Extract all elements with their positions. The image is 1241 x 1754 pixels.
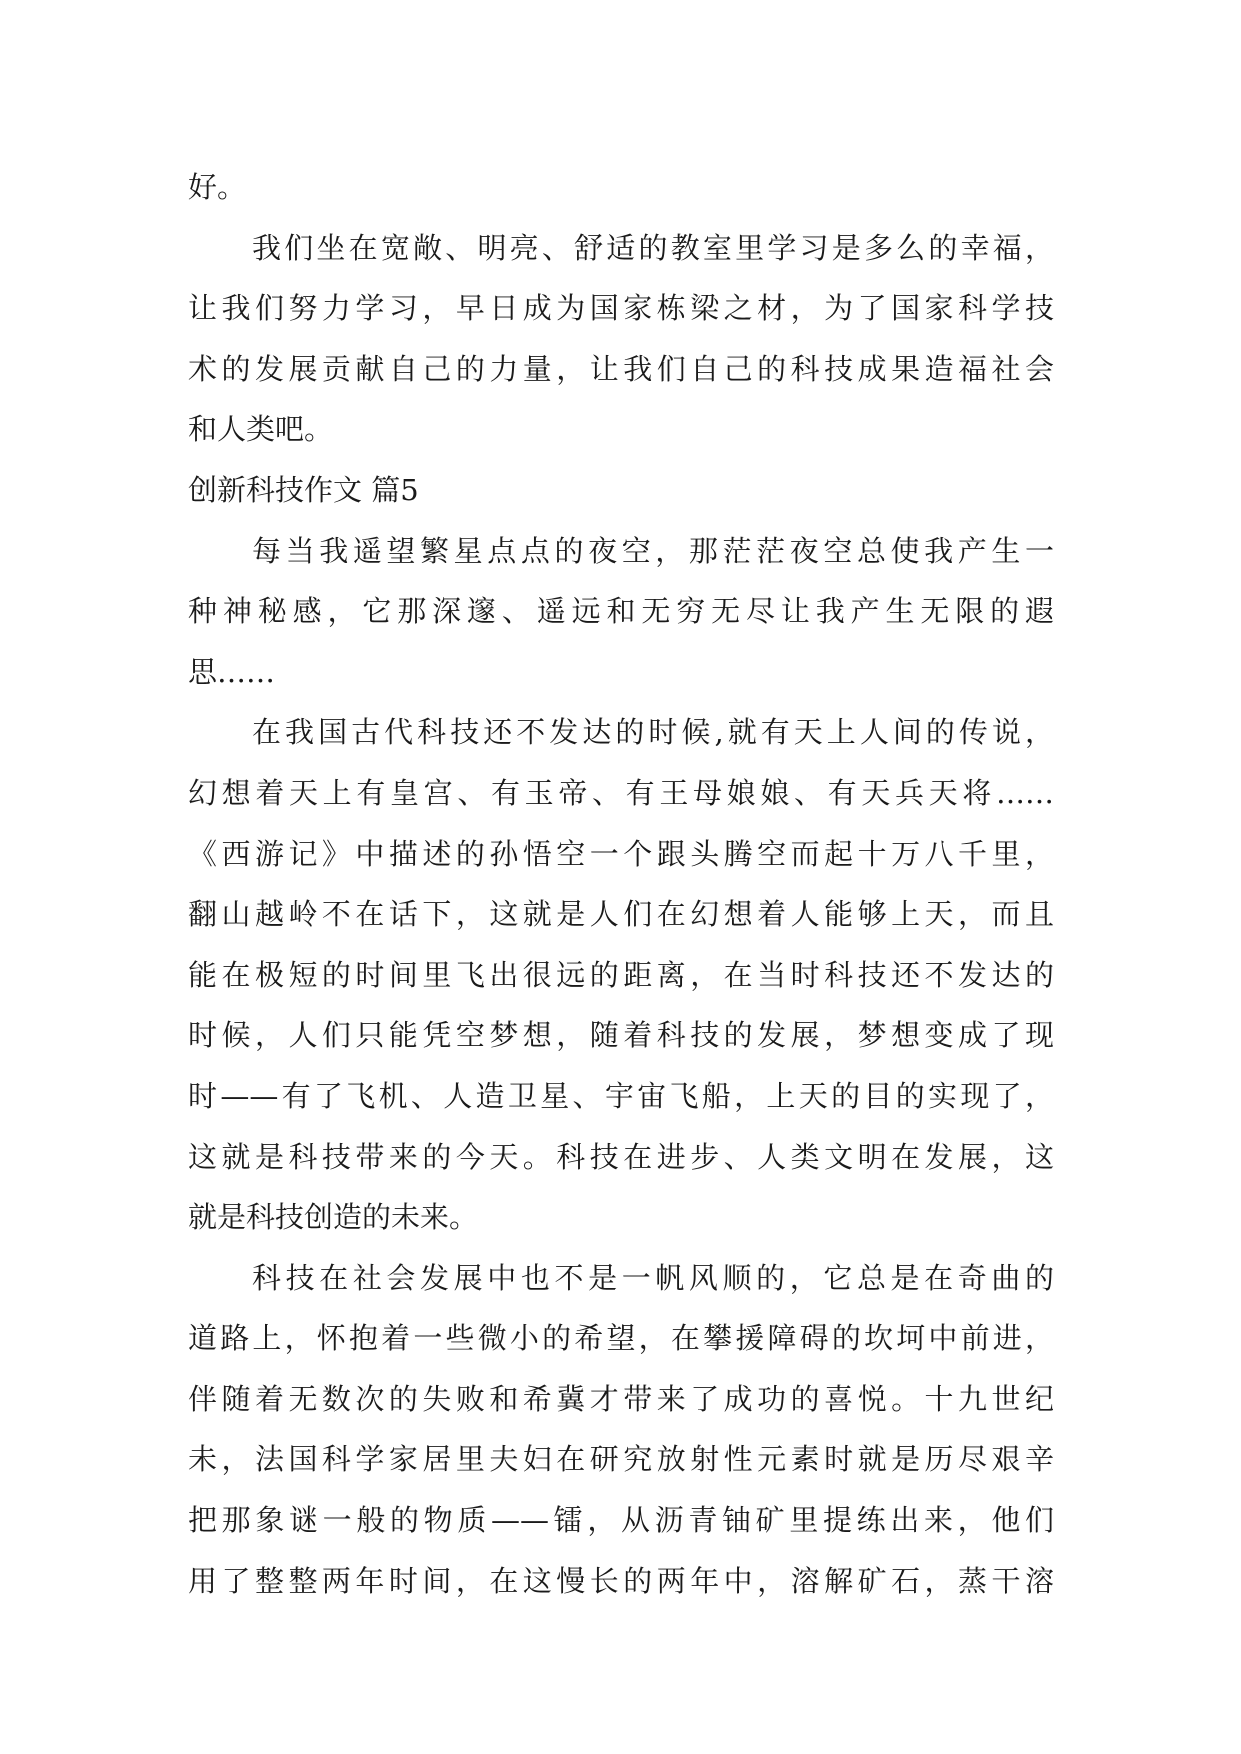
paragraph-line: 和人类吧。 xyxy=(188,412,334,447)
paragraph-line: 在我国古代科技还不发达的时候,就有天上人间的传说， xyxy=(252,715,1054,750)
paragraph-line: 让我们努力学习，早日成为国家栋梁之材，为了国家科学技 xyxy=(188,291,1054,326)
paragraph-line: 幻想着天上有皇宫、有玉帝、有王母娘娘、有天兵天将…… xyxy=(188,775,1054,810)
paragraph-line: 用了整整两年时间，在这慢长的两年中，溶解矿石，蒸干溶 xyxy=(188,1563,1054,1598)
paragraph-line: 未，法国科学家居里夫妇在研究放射性元素时就是历尽艰辛 xyxy=(188,1442,1054,1477)
document-body xyxy=(188,157,1054,1611)
paragraph-line: 思…… xyxy=(188,654,276,689)
paragraph-line: 术的发展贡献自己的力量，让我们自己的科技成果造福社会 xyxy=(188,351,1054,386)
section-heading: 创新科技作文 篇5 xyxy=(188,472,419,507)
paragraph-line: 就是科技创造的未来。 xyxy=(188,1200,479,1235)
paragraph-line: 时候，人们只能凭空梦想，随着科技的发展，梦想变成了现 xyxy=(188,1018,1054,1053)
paragraph-line: 《西游记》中描述的孙悟空一个跟头腾空而起十万八千里， xyxy=(188,836,1054,871)
paragraph-line: 道路上，怀抱着一些微小的希望，在攀援障碍的坎坷中前进， xyxy=(188,1321,1054,1356)
paragraph-line: 每当我遥望繁星点点的夜空，那茫茫夜空总使我产生一 xyxy=(252,533,1054,568)
paragraph-line: 伴随着无数次的失败和希冀才带来了成功的喜悦。十九世纪 xyxy=(188,1381,1054,1416)
paragraph-line: 种神秘感，它那深邃、遥远和无穷无尽让我产生无限的遐 xyxy=(188,594,1054,629)
paragraph-line: 我们坐在宽敞、明亮、舒适的教室里学习是多么的幸福， xyxy=(252,230,1054,265)
paragraph-line: 翻山越岭不在话下，这就是人们在幻想着人能够上天，而且 xyxy=(188,897,1054,932)
paragraph-line: 能在极短的时间里飞出很远的距离，在当时科技还不发达的 xyxy=(188,957,1054,992)
paragraph-line: 科技在社会发展中也不是一帆风顺的，它总是在奇曲的 xyxy=(252,1260,1054,1295)
paragraph-line: 时——有了飞机、人造卫星、宇宙飞船，上天的目的实现了， xyxy=(188,1078,1054,1113)
paragraph-line: 好。 xyxy=(188,170,247,204)
paragraph-line: 这就是科技带来的今天。科技在进步、人类文明在发展，这 xyxy=(188,1139,1054,1174)
paragraph-line: 把那象谜一般的物质——镭，从沥青铀矿里提练出来，他们 xyxy=(188,1503,1054,1538)
